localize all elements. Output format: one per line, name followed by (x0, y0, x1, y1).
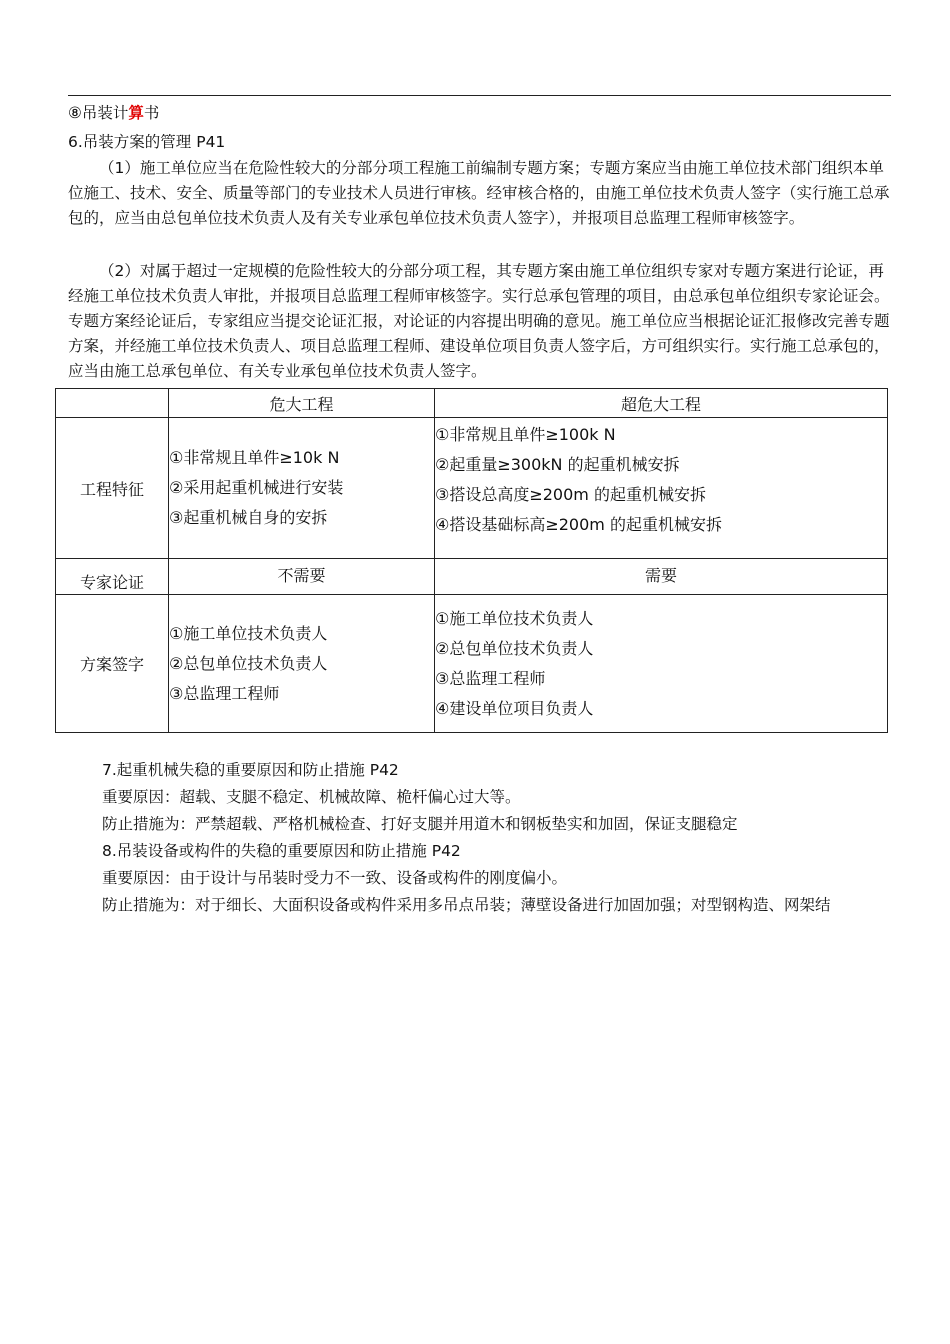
list-item: ③总监理工程师 (435, 668, 546, 688)
list-item: ④建设单位项目负责人 (435, 698, 594, 718)
table-col-super-hazard: 超危大工程 (435, 389, 888, 418)
list-item: ②总包单位技术负责人 (169, 653, 328, 673)
list-item: ③搭设总高度≥200m 的起重机械安拆 (435, 485, 706, 504)
table-row-features (56, 418, 888, 559)
expert-super-hazard-cell: 需要 (435, 559, 888, 595)
list-item: ②总包单位技术负责人 (435, 638, 594, 658)
list-item: ②采用起重机械进行安装 (169, 478, 344, 497)
row-label-signature: 方案签字 (56, 595, 169, 733)
section7-title: 7.起重机械失稳的重要原因和防止措施 P42 (102, 761, 399, 779)
section6-para1: （1）施工单位应当在危险性较大的分部分项工程施工前编制专题方案；专题方案应当由施工单位技术部门组织本单位施工、技术、安全、质量等部门的专业技术人员进行审核。经审核合格的，由施工单位技术负责人签字（实行施工总承包的，应当由总包单位技术负责人及有关专业承包单位技术负责人签字），并报项目总监理工程师审核签字。 (68, 159, 890, 227)
heading-suffix: 书 (143, 104, 160, 122)
features-super-hazard-cell (435, 418, 888, 559)
features-hazard-cell (169, 418, 435, 559)
section8-title: 8.吊装设备或构件的失稳的重要原因和防止措施 P42 (102, 842, 461, 860)
section7-block (102, 757, 902, 919)
list-item: ④搭设基础标高≥200m 的起重机械安拆 (435, 515, 722, 534)
table-row-signature (56, 595, 888, 733)
section6-title: 6.吊装方案的管理 P41 (68, 133, 226, 151)
heading-highlight: 算 (128, 104, 144, 122)
section8-reason: 重要原因：由于设计与吊装时受力不一致、设备或构件的刚度偏小。 (102, 869, 568, 887)
signature-hazard-cell (169, 595, 435, 733)
signature-super-hazard-cell (435, 595, 888, 733)
list-item: ①非常规且单件≥100k N (435, 425, 616, 444)
comparison-table (55, 388, 888, 733)
section7-measure: 防止措施为：严禁超载、严格机械检查、打好支腿并用道木和钢板垫实和加固，保证支腿稳定 (102, 815, 738, 833)
list-item: ①施工单位技术负责人 (169, 623, 328, 643)
list-item: ③起重机械自身的安拆 (169, 508, 328, 527)
list-item: ③总监理工程师 (169, 683, 280, 703)
top-rule (68, 95, 891, 96)
table-col-hazard: 危大工程 (169, 389, 435, 418)
section6-para2: （2）对属于超过一定规模的危险性较大的分部分项工程，其专题方案由施工单位组织专家对专题方案进行论证，再经施工单位技术负责人审批，并报项目总监理工程师审核签字。实行总承包管理的项目，由总承包单位组织专家论证会。专题方案经论证后，专家组应当提交论证汇报，对论证的内容提出明确的意见。施工单位应当根据论证汇报修改完善专题方案，并经施工单位技术负责人、项目总监理工程师、建设单位项目负责人签字后，方可组织实行。实行施工总承包的，应当由施工总承包单位、有关专业承包单位技术负责人签字。 (68, 262, 890, 380)
row-label-expert: 专家论证 (56, 559, 169, 595)
row-label-features: 工程特征 (56, 418, 169, 559)
table-corner-cell (56, 389, 169, 418)
expert-hazard-cell: 不需要 (169, 559, 435, 595)
section7-reason: 重要原因：超载、支腿不稳定、机械故障、桅杆偏心过大等。 (102, 788, 521, 806)
table-header-row (56, 389, 888, 418)
list-item: ①施工单位技术负责人 (435, 608, 594, 628)
heading-prefix: ⑧吊装计 (68, 104, 129, 122)
table-row-expert (56, 559, 888, 595)
list-item: ②起重量≥300kN 的起重机械安拆 (435, 455, 680, 474)
heading-calc-book (68, 101, 898, 126)
section8-measure: 防止措施为：对于细长、大面积设备或构件采用多吊点吊装；薄壁设备进行加固加强；对型钢构造、网架结 (102, 896, 831, 914)
list-item: ①非常规且单件≥10k N (169, 448, 340, 467)
